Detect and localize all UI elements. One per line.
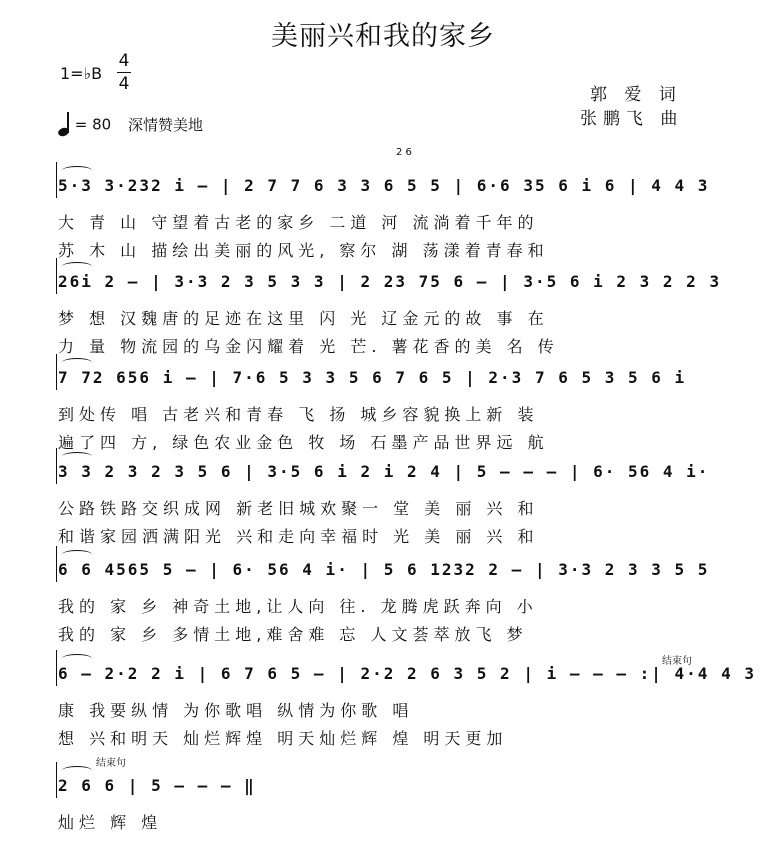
lyric-line-6-1: 康 我要纵情 为你歌唱 纵情为你歌 唱	[58, 701, 414, 720]
lyric-line-5-1: 我的 家 乡 神奇土地,让人向 往. 龙腾虎跃奔向 小	[58, 597, 538, 616]
lyric-line-1-1: 大 青 山 守望着古老的家乡 二道 河 流淌着千年的	[58, 213, 539, 232]
lyric-line-3-1: 到处传 唱 古老兴和青春 飞 扬 城乡容貌换上新 装	[58, 405, 539, 424]
bar-line	[56, 258, 57, 294]
notation-row-3: 7 72 656 i – | 7·6 5 3 3 5 6 7 6 5 | 2·3 7 6 5 3 5 6 i	[58, 368, 687, 387]
bar-line	[56, 448, 57, 484]
bar-line	[56, 354, 57, 390]
time-signature-top: 4	[118, 51, 130, 71]
notation-row-2: 26i 2 – | 3·3 2 3 5 3 3 | 2 23 75 6 – | 3·5 6 i 2 3 2 2 3	[58, 272, 722, 291]
notation-row-5: 6 6 4565 5 – | 6· 56 4 i· | 5 6 1232 2 – | 3·3 2 3 3 5 5	[58, 560, 710, 579]
lyricist-credit: 郭 爱 词	[590, 85, 682, 105]
time-signature-bottom: 4	[118, 74, 130, 94]
slur-mark	[62, 452, 92, 461]
lyric-line-1-2: 苏 木 山 描绘出美丽的风光, 察尔 湖 荡漾着青春和	[58, 241, 549, 260]
lyric-line-5-2: 我的 家 乡 多情土地,难舍难 忘 人文荟萃放飞 梦	[58, 625, 528, 644]
lyric-line-6-2: 想 兴和明天 灿烂辉煌 明天灿烂辉 煌 明天更加	[58, 729, 508, 748]
notation-row-7: 2 6 6 | 5 – – – ‖	[58, 776, 256, 795]
notation-row-6: 6 – 2·2 2 i | 6 7 6 5 – | 2·2 2 6 3 5 2 | i – – – :| 4·4 4 3	[58, 664, 756, 683]
lyric-line-4-1: 公路铁路交织成网 新老旧城欢聚一 堂 美 丽 兴 和	[58, 499, 539, 518]
tempo-expression: 深情赞美地	[128, 115, 204, 134]
ending-label: 结束句	[662, 656, 692, 667]
lyric-line-2-2: 力 量 物流园的乌金闪耀着 光 芒. 薯花香的美 名 传	[58, 337, 559, 356]
notation-row-1: 5·3 3·232 i – | 2 7 7 6 3 3 6 5 5 | 6·6 35 6 i 6 | 4 4 3	[58, 176, 710, 195]
ending-label-2: 结束句	[96, 758, 126, 769]
bar-line	[56, 762, 57, 798]
slur-mark	[62, 766, 92, 775]
grace-note: 2 6	[396, 147, 412, 158]
slur-mark	[62, 654, 92, 663]
song-title: 美丽兴和我的家乡	[271, 21, 495, 52]
slur-mark	[62, 358, 92, 367]
notation-row-4: 3 3 2 3 2 3 5 6 | 3·5 6 i 2 i 2 4 | 5 – – – | 6· 56 4 i·	[58, 462, 710, 481]
slur-mark	[62, 550, 92, 559]
lyric-line-4-2: 和谐家园洒满阳光 兴和走向幸福时 光 美 丽 兴 和	[58, 527, 539, 546]
quarter-note-icon	[58, 112, 70, 138]
bar-line	[56, 162, 57, 198]
lyric-line-7-1: 灿烂 辉 煌	[58, 813, 163, 832]
tempo-marking	[58, 112, 203, 138]
composer-credit: 张鹏飞 曲	[580, 109, 684, 129]
bar-line	[56, 546, 57, 582]
lyric-line-2-1: 梦 想 汉魏唐的足迹在这里 闪 光 辽金元的故 事 在	[58, 309, 549, 328]
lyric-line-3-2: 遍了四 方, 绿色农业金色 牧 场 石墨产品世界远 航	[58, 433, 549, 452]
time-signature	[117, 50, 131, 95]
slur-mark	[62, 166, 92, 175]
tempo-value: = 80	[74, 115, 112, 134]
slur-mark	[62, 262, 92, 271]
bar-line	[56, 650, 57, 686]
key-signature: 1=♭B	[60, 64, 103, 83]
